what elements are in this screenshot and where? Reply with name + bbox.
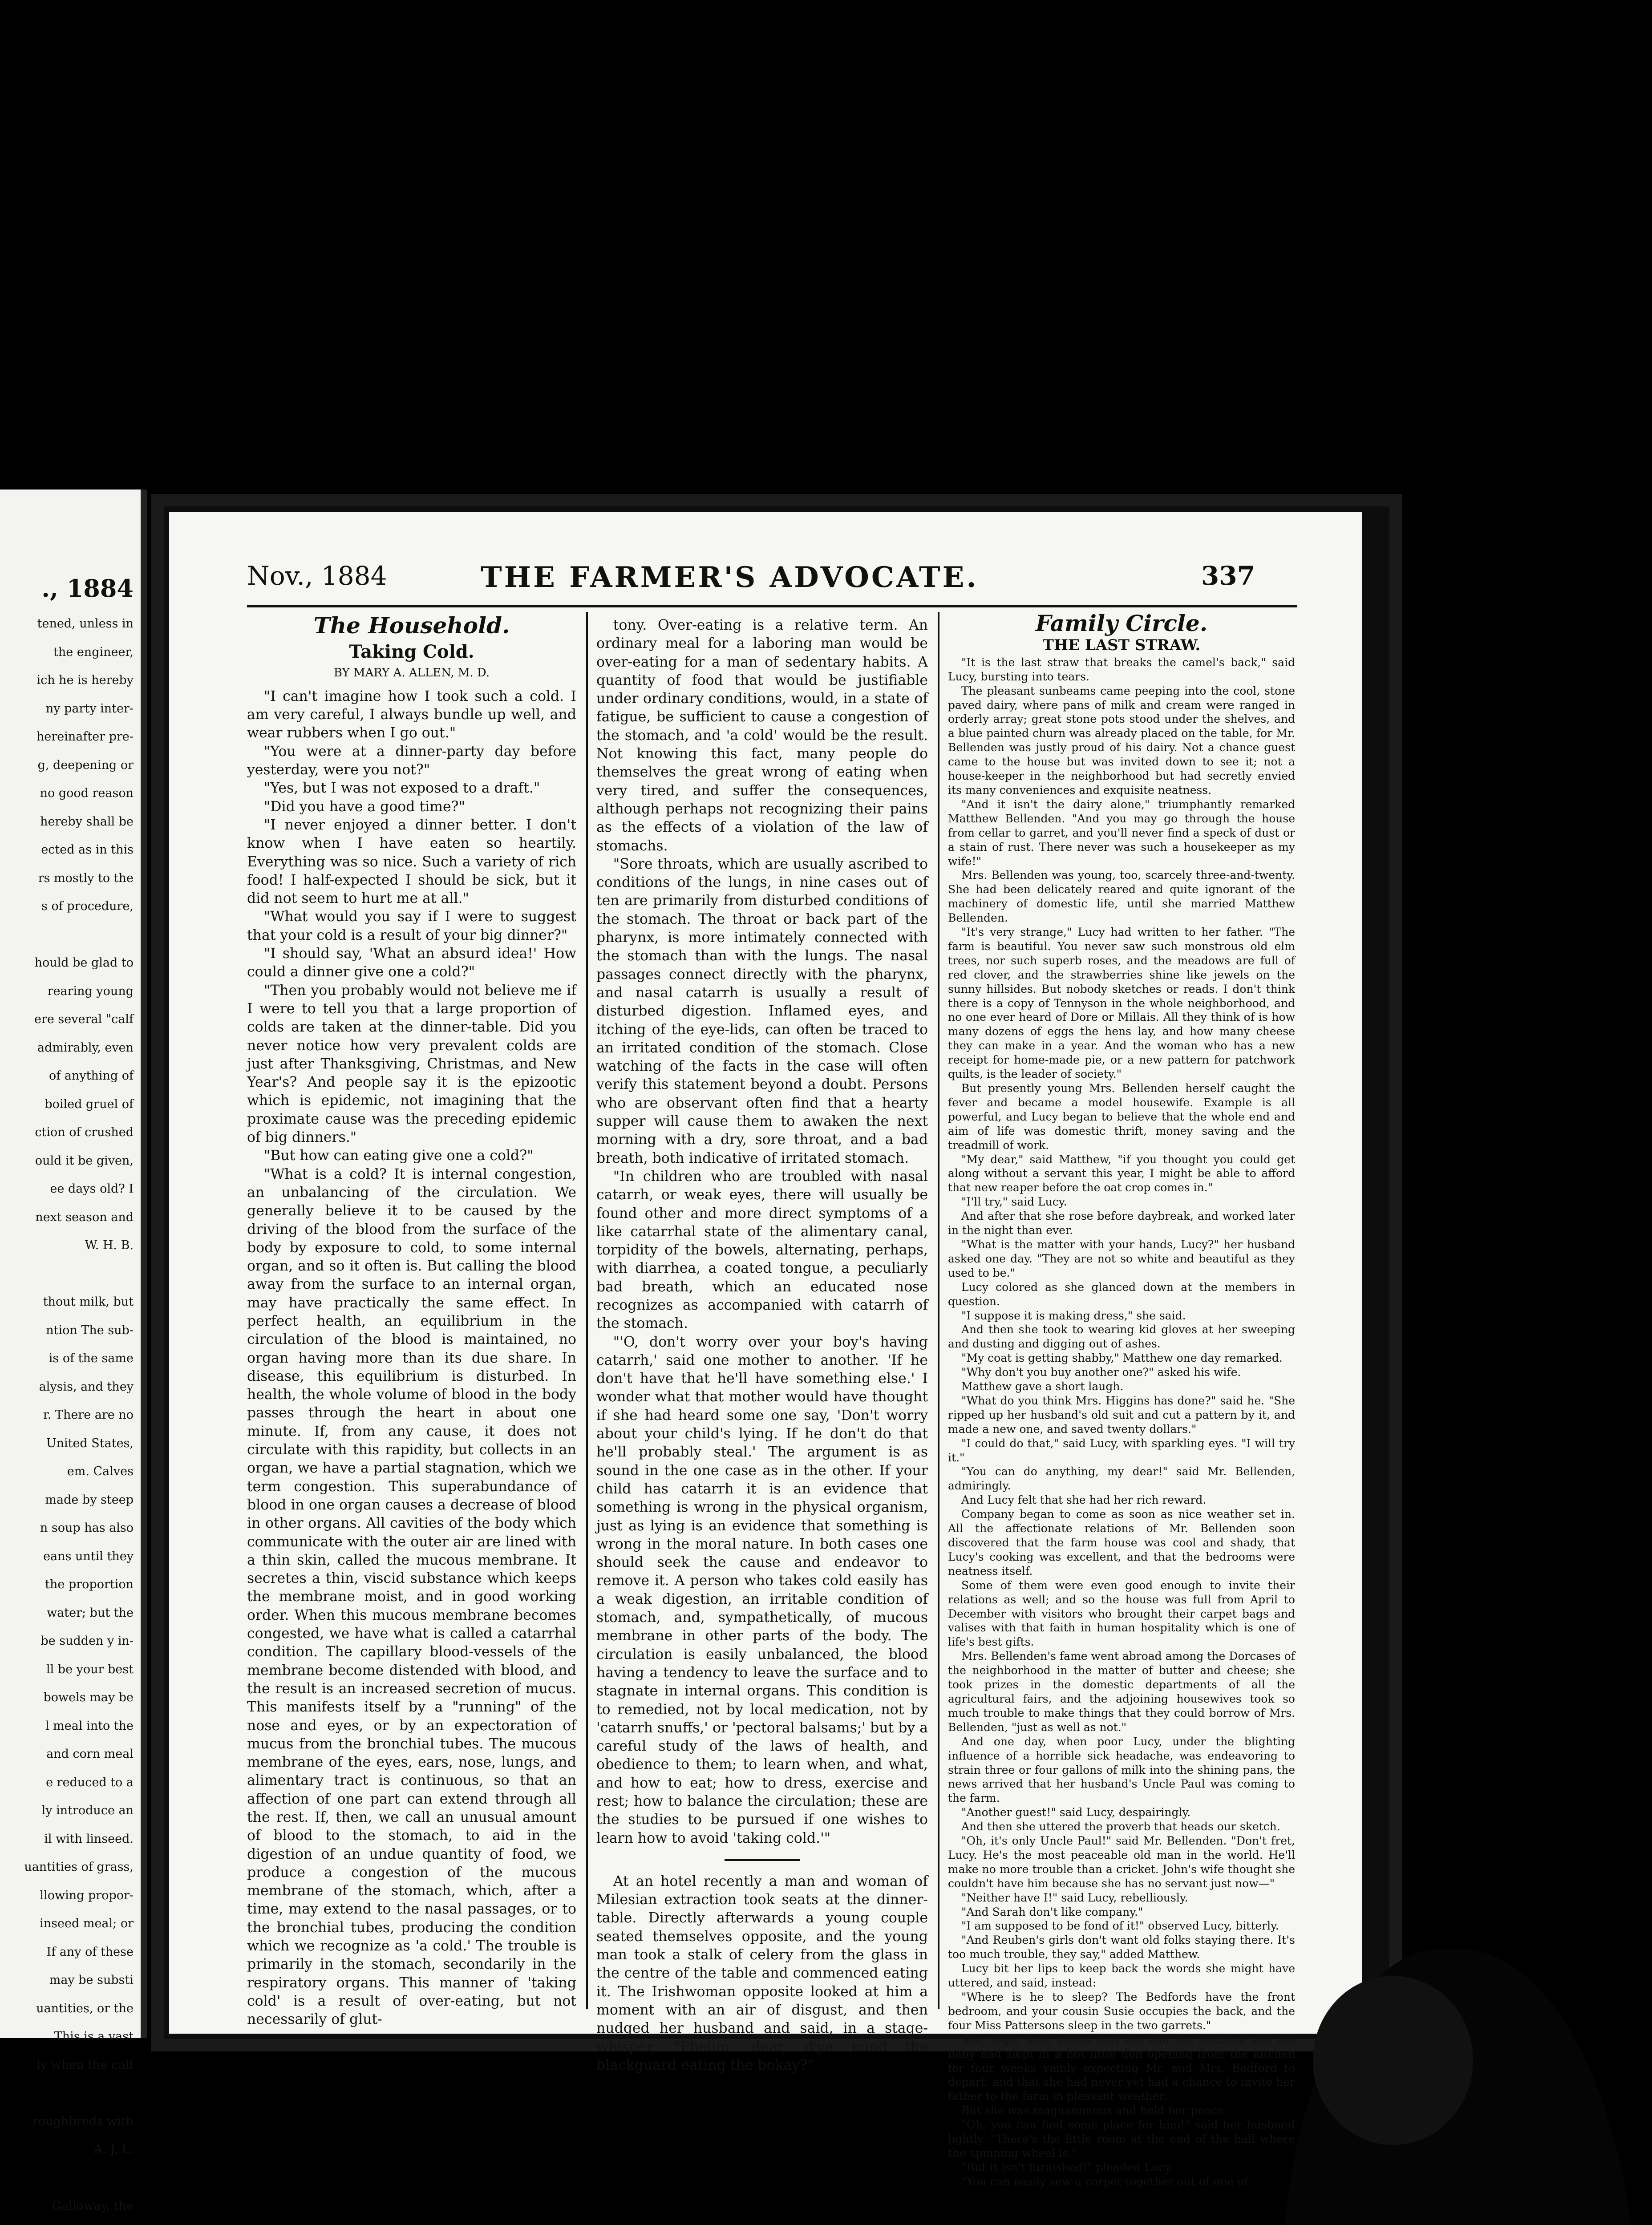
text-line: made by steep bbox=[45, 1493, 134, 1507]
text-line: eans until they bbox=[43, 1549, 134, 1563]
text-line: and corn meal bbox=[46, 1747, 134, 1761]
thumb-shadow bbox=[1313, 1976, 1473, 2145]
paragraph: Mrs. Bellenden was young, too, scarcely three-and-twenty. She had been delicately reared and quite ignorant of the machinery of domestic life, until she married Matthew Bellenden. bbox=[948, 869, 1295, 925]
text-line: may be substi bbox=[49, 1973, 134, 1987]
story-body bbox=[948, 655, 1295, 2189]
issue-date: Nov., 1884 bbox=[247, 561, 387, 591]
household-column bbox=[247, 612, 576, 2029]
text-line: e reduced to a bbox=[46, 1775, 134, 1789]
text-line: United States, bbox=[46, 1436, 134, 1450]
text-line: water; but the bbox=[47, 1606, 134, 1620]
text-line: ction of crushed bbox=[35, 1125, 134, 1139]
paragraph: But she was magnanimous and held her peace. bbox=[961, 2104, 1227, 2117]
paragraph: And then she took to wearing kid gloves at her sweeping and dusting and digging out of ashes. bbox=[948, 1323, 1295, 1351]
text-line: em. Calves bbox=[67, 1464, 134, 1478]
paragraph: Lucy colored as she glanced down at the members in question. bbox=[948, 1280, 1295, 1308]
paragraph: Some of them were even good enough to invite their relations as well; and so the house was full from April to December with visitors who brought their carpet bags and valises with that faith in human hospitality which is one of life's best gifts. bbox=[948, 1578, 1295, 1649]
paragraph: "You can easily sew a carpet together out of one of bbox=[961, 2175, 1248, 2188]
text-line: admirably, even bbox=[37, 1040, 134, 1055]
paragraph: "You can do anything, my dear!" said Mr. Bellenden, admiringly. bbox=[948, 1465, 1295, 1493]
text-line: uantities, or the bbox=[36, 2001, 134, 2015]
text-line: tened, unless in bbox=[37, 617, 134, 631]
text-line: be sudden y in- bbox=[40, 1634, 134, 1648]
paragraph: "I am supposed to be fond of it!" observed Lucy, bitterly. bbox=[961, 1919, 1279, 1933]
paragraph: "I could do that," said Lucy, with sparkling eyes. "I will try it." bbox=[948, 1436, 1295, 1464]
text-line: hould be glad to bbox=[34, 956, 134, 970]
paragraph: Company began to come as soon as nice weather set in. All the affectionate relations of Mr. Bellenden soon discovered that the farm house was cool and shady, that Lucy's cooking was excellent, and that the bedrooms were neatness itself. bbox=[948, 1508, 1295, 1578]
text-line: bowels may be bbox=[43, 1691, 134, 1704]
paragraph: "I never enjoyed a dinner better. I don't know when I have eaten so heartily. Everything was so nice. Such a variety of rich food! I half-expected I should be sick, but it did not seem to hurt me at all." bbox=[247, 817, 576, 907]
text-line: rs mostly to the bbox=[38, 871, 134, 885]
text-line: ee days old? I bbox=[50, 1182, 134, 1196]
text-line: g, deepening or bbox=[37, 758, 134, 772]
paragraph: "But it isn't furnished!" pleaded Lucy. bbox=[961, 2160, 1174, 2174]
text-line: This is a vast bbox=[54, 2030, 134, 2043]
column-rule bbox=[586, 612, 588, 2009]
text-line: next season and bbox=[35, 1210, 134, 1224]
section-heading: Family Circle. bbox=[1035, 610, 1208, 636]
paragraph: "And Reuben's girls don't want old folks staying there. It's too much trouble, they say," added Matthew. bbox=[948, 1934, 1295, 1961]
text-line bbox=[4, 2085, 134, 2102]
paragraph: "And Sarah don't like company." bbox=[961, 1905, 1143, 1918]
paragraph: "I'll try," said Lucy. bbox=[961, 1195, 1067, 1209]
paragraph: "Another guest!" said Lucy, despairingly. bbox=[961, 1806, 1191, 1819]
text-line: l meal into the bbox=[45, 1719, 134, 1733]
family-circle-column bbox=[948, 610, 1295, 2189]
text-line: alysis, and they bbox=[39, 1380, 134, 1394]
paragraph: The pleasant sunbeams came peeping into the cool, stone paved dairy, where pans of milk and cream were ranged in orderly array; great stone pots stood under the shelves, and a blue painted churn was already placed on the table, for Mr. Bellenden was justly proud of his dairy. Not a chance guest came to the house but was invited down to see it; not a house-keeper in the neighborhood but had secretly envied its many conveniences and exquisite neatness. bbox=[948, 684, 1295, 797]
text-line: ould it be given, bbox=[35, 1153, 134, 1168]
masthead-rule bbox=[247, 605, 1297, 607]
article-byline: BY MARY A. ALLEN, M. D. bbox=[333, 666, 490, 680]
paragraph: "'O, don't worry over your boy's having catarrh,' said one mother to another. 'If he don't have that he'll have something else.' I wonder what that mother would have thought if she had heard some one say, 'Don't worry about your child's lying. If he don't do that he'll probably steal.' The argument is as sound in the one case as in the other. If your child has catarrh it is an evidence that something is wrong in the physical organism, just as lying is an evidence that something is wrong in the moral nature. In both cases one should seek the cause and endeavor to remove it. A person who takes cold easily has a weak digestion, an irritable condition of stomach, and, sympathetically, of mucous membrane in other parts of the body. The circulation is easily unbalanced, the blood having a tendency to leave the surface and to stagnate in internal organs. This condition is to remedied, not by local medication, not by 'catarrh snuffs,' or 'pectoral balsams;' but by a careful study of the laws of health, and obedience to them; to learn when, and what, and how to eat; how to dress, exercise and rest; how to balance the circulation; these are the studies to be pursued if one wishes to learn how to avoid 'taking cold.'" bbox=[596, 1334, 928, 1846]
paragraph: "Then you probably would not believe me if I were to tell you that a large proportion of colds are taken at the dinner-table. Did you never notice how very prevalent colds are just after Thanksgiving, Christmas, and New Year's? And people say it is the epizootic which is epidemic, not imagining that the proximate cause was the preceding epidemic of big dinners." bbox=[247, 982, 576, 1146]
text-line: the proportion bbox=[45, 1578, 134, 1591]
paragraph: "In children who are troubled with nasal catarrh, or weak eyes, there will usually be found other and more direct symptoms of a like catarrhal state of the alimentary canal, torpidity of the bowels, alternating, perhaps, with diarrhea, a coated tongue, a peculiarly bad breath, which an educated nose recognizes as accompanied with catarrh of the stomach. bbox=[596, 1168, 928, 1332]
masthead bbox=[169, 561, 1362, 601]
adjacent-page-date: ., 1884 bbox=[41, 574, 134, 603]
paragraph: "You were at a dinner-party day before yesterday, were you not?" bbox=[247, 743, 576, 778]
paragraph: tony. Over-eating is a relative term. An ordinary meal for a laboring man would be over-eating for a man of sedentary habits. A quantity of food that would be justifiable under ordinary conditions, would, in a state of fatigue, be sufficient to cause a congestion of the stomach, and 'a cold' would be the result. Not knowing this fact, many people do themselves the great wrong of eating when very tired, and suffer the consequences, although perhaps not recognizing their pains as the effects of a violation of the law of stomachs. bbox=[596, 617, 928, 854]
text-line: ich he is hereby bbox=[36, 673, 134, 687]
text-line bbox=[4, 2170, 134, 2187]
paragraph: "And it isn't the dairy alone," triumphantly remarked Matthew Bellenden. "And you may go through the house from cellar to garret, and you'll never find a speck of dust or a stain of rust. There never was such a housekeeper as my wife!" bbox=[948, 797, 1295, 868]
paragraph: And then she uttered the proverb that heads our sketch. bbox=[961, 1820, 1280, 1833]
text-line: thout milk, but bbox=[43, 1295, 134, 1309]
paragraph: "But how can eating give one a cold?" bbox=[263, 1148, 534, 1164]
page-number: 337 bbox=[1201, 561, 1255, 591]
paragraph: And one day, when poor Lucy, under the blighting influence of a horrible sick headache, was endeavoring to strain three or four gallons of milk into the shining pans, the news arrived that her husband's Uncle Paul was coming to the farm. bbox=[948, 1735, 1295, 1805]
text-line: A. J. L. bbox=[93, 2143, 134, 2156]
text-line: ny party inter- bbox=[45, 701, 134, 716]
paragraph: "What would you say if I were to suggest that your cold is a result of your big dinner?" bbox=[247, 909, 576, 943]
text-line: ll be your best bbox=[46, 1662, 134, 1676]
text-line: roughbreds with bbox=[32, 2114, 134, 2128]
text-line: ly introduce an bbox=[41, 1804, 134, 1817]
text-line: no good reason bbox=[40, 786, 134, 800]
paragraph: "It's very strange," Lucy had written to her father. "The farm is beautiful. You never saw such monstrous old elm trees, nor such superb roses, and the meadows are full of red clover, and the strawberries shine like jewels on the sunny hillsides. But nobody sketches or reads. I don't think there is a copy of Tennyson in the whole neighborhood, and no one ever heard of Dore or Millais. All they think of is how many dozens of eggs the hens lay, and how many cheese they can make in a year. And the woman who has a new receipt for home-made pie, or a new pattern for patchwork quilts, is the leader of society." bbox=[948, 926, 1295, 1081]
text-line: ly when the calf bbox=[36, 2058, 134, 2072]
text-line: rearing young bbox=[47, 984, 134, 998]
paragraph: "I should say, 'What an absurd idea!' How could a dinner give one a cold?" bbox=[247, 946, 576, 980]
paragraph: But presently young Mrs. Bellenden herself caught the fever and became a model housewife. Example is all powerful, and Lucy began to believe that the whole end and aim of life was domestic thrift, money saving and the treadmill of work. bbox=[948, 1082, 1295, 1152]
paragraph: And after that she rose before daybreak, and worked later in the night than ever. bbox=[948, 1210, 1295, 1237]
text-line: ected as in this bbox=[41, 843, 134, 857]
newspaper-title: THE FARMER'S ADVOCATE. bbox=[481, 561, 979, 594]
article-body bbox=[247, 688, 576, 2029]
text-line: ere several "calf bbox=[34, 1012, 134, 1026]
anecdote-paragraph: At an hotel recently a man and woman of Milesian extraction took seats at the dinner-table. Directly afterwards a young couple seated themselves opposite, and the young man took a stalk of celery from the glass in the centre of the table and commenced eating it. The Irishwoman opposite looked at him a moment with an air of disgust, and then nudged her husband and said, in a stage-whisper, "Phelim, dear, d'ye mind the blackguard eating the bokay?" bbox=[596, 1873, 928, 2073]
paragraph: "Neither have I!" said Lucy, rebelliously. bbox=[961, 1891, 1188, 1904]
paragraph: Lucy bit her lips to keep back the words she might have uttered, and said, instead: bbox=[948, 1962, 1295, 1990]
adjacent-page-text bbox=[4, 616, 134, 2225]
text-line: inseed meal; or bbox=[40, 1917, 134, 1930]
article-body-continued bbox=[596, 616, 928, 1848]
text-line: hereinafter pre- bbox=[36, 730, 134, 744]
paragraph: And Lucy felt that she had her rich reward. bbox=[961, 1493, 1207, 1507]
text-line: the engineer, bbox=[53, 645, 134, 659]
paragraph: "What is the matter with your hands, Lucy?" her husband asked one day. "They are not so white and beautiful as they used to be." bbox=[948, 1238, 1295, 1279]
paragraph: "Yes, but I was not exposed to a draft." bbox=[263, 780, 540, 797]
text-line: is of the same bbox=[49, 1351, 134, 1365]
section-heading: The Household. bbox=[313, 612, 510, 639]
text-line: W. H. B. bbox=[85, 1238, 134, 1252]
paragraph: "Oh, you can find some place for him!" said her husband lightly. "There's the little room at the end of the hall where the spinning wheel is." bbox=[948, 2118, 1295, 2160]
text-line: hereby shall be bbox=[40, 814, 134, 829]
text-line: s of procedure, bbox=[41, 899, 134, 913]
paragraph: "Where is he to sleep? The Bedfords have the front bedroom, and your cousin Susie occupies the back, and the four Miss Pattersons sleep in the two garrets." bbox=[948, 1990, 1295, 2032]
article-title: Taking Cold. bbox=[349, 641, 474, 663]
text-line: n soup has also bbox=[40, 1521, 134, 1535]
paragraph: Mrs. Bellenden's fame went abroad among the Dorcases of the neighborhood in the matter of butter and cheese; she took prizes in the domestic departments of all the agricultural fairs, and the adjoining housewives took so much trouble to make things that they could borrow of Mrs. Bellenden, "just as well as not." bbox=[948, 1650, 1295, 1734]
text-line: llowing propor- bbox=[40, 1888, 134, 1902]
text-line: il with linseed. bbox=[44, 1832, 134, 1846]
text-line: Galloway, the bbox=[52, 2199, 134, 2213]
text-line: r. There are no bbox=[43, 1408, 134, 1422]
paragraph: "My coat is getting shabby," Matthew one day remarked. bbox=[961, 1351, 1283, 1365]
newspaper-page bbox=[169, 512, 1362, 2188]
text-line bbox=[4, 927, 134, 943]
paragraph: "What do you think Mrs. Higgins has done?" said he. "She ripped up her husband's old suit and cut a pattern by it, and made a new one, and saved twenty dollars." bbox=[948, 1394, 1295, 1436]
paragraph: She might have added that she and her husband and the baby had slept in a hot little den opening from the kitchen for four weeks vainly expecting Mr. and Mrs. Bedford to depart, and that she had never yet had a chance to invite her father to the farm in pleasant weather. bbox=[948, 2033, 1295, 2103]
text-line: boiled gruel of bbox=[45, 1097, 134, 1111]
paragraph: "What is a cold? It is internal congestion, an unbalancing of the circulation. We generally believe it to be caused by the driving of the blood from the surface of the body by exposure to cold, to some internal organ, and so it often is. But calling the blood away from the surface to an internal organ, may have practically the same effect. In perfect health, an equilibrium in the circulation of the blood is maintained, no organ having more than its due share. In disease, this equilibrium is disturbed. In health, the whole volume of blood in the body passes through the heart in about one minute. If, from any cause, it does not circulate with this rapidity, but collects in an organ, we have a partial stagnation, which we term congestion. This superabundance of blood in one organ causes a decrease of blood in other organs. All cavities of the body which communicate with the outer air are lined with a thin skin, called the mucous membrane. It secretes a thin, viscid substance which keeps the membrane moist, and in good working order. When this mucous membrane becomes congested, we have what is called a catarrhal condition. The capillary blood-vessels of the membrane become distended with blood, and the result is an increased secretion of mucus. This manifests itself by a "running" of the nose and eyes, or by an expectoration of mucus from the bronchial tubes. The mucous membrane of the eyes, ears, nose, lungs, and alimentary tract is continuous, so that an affection of one part can extend through all the rest. If, then, we call an unusual amount of blood to the stomach, to aid in the digestion of an undue quantity of food, we produce a congestion of the mucous membrane of the stomach, which, after a time, may extend to the nasal passages, or to the bronchial tubes, producing the condition which we recognize as 'a cold.' The trouble is primarily in the stomach, secondarily in the respiratory organs. This manner of 'taking cold' is a result of over-eating, but not necessarily of glut- bbox=[247, 1166, 576, 2028]
paragraph: "Oh, it's only Uncle Paul!" said Mr. Bellenden. "Don't fret, Lucy. He's the most peaceable old man in the world. He'll make no more trouble than a cricket. John's wife thought she couldn't have him because she has no servant just now—" bbox=[948, 1834, 1295, 1890]
column-rule bbox=[938, 612, 939, 2009]
paragraph: "It is the last straw that breaks the camel's back," said Lucy, bursting into tears. bbox=[948, 655, 1295, 683]
middle-column bbox=[596, 616, 928, 2075]
separator-rule bbox=[725, 1859, 800, 1861]
paragraph: Matthew gave a short laugh. bbox=[961, 1380, 1124, 1393]
adjacent-page-fragment bbox=[0, 490, 147, 2213]
text-line: If any of these bbox=[46, 1945, 134, 1959]
paragraph: "Did you have a good time?" bbox=[263, 798, 466, 815]
story-title: THE LAST STRAW. bbox=[1042, 636, 1201, 654]
paragraph: "I suppose it is making dress," she said. bbox=[961, 1309, 1186, 1322]
text-line: ntion The sub- bbox=[46, 1323, 134, 1337]
text-line: uantities of grass, bbox=[24, 1860, 134, 1874]
paragraph: "Sore throats, which are usually ascribed to conditions of the lungs, in nine cases out of ten are primarily from disturbed conditions of the stomach. The throat or back part of the pharynx, is more intimately connected with the stomach than with the lungs. The nasal passages connect directly with the pharynx, and nasal catarrh is usually a result of disturbed digestion. Inflamed eyes, and itching of the eye-lids, can often be traced to an irritated condition of the stomach. Close watching of the facts in the case will often verify this statement beyond a doubt. Persons who are observant often find that a hearty supper will cause them to awaken the next morning with a dry, sore throat, and a bad breath, both indicative of irritated stomach. bbox=[596, 856, 928, 1166]
paragraph: "Why don't you buy another one?" asked his wife. bbox=[961, 1366, 1241, 1379]
text-line bbox=[4, 1266, 134, 1282]
text-line: of anything of bbox=[49, 1069, 134, 1083]
paragraph: "My dear," said Matthew, "if you thought you could get along without a servant this year, I might be able to afford that new reaper before the oat crop comes in." bbox=[948, 1153, 1295, 1194]
paragraph: "I can't imagine how I took such a cold. I am very careful, I always bundle up well, and wear rubbers when I go out." bbox=[247, 688, 576, 741]
